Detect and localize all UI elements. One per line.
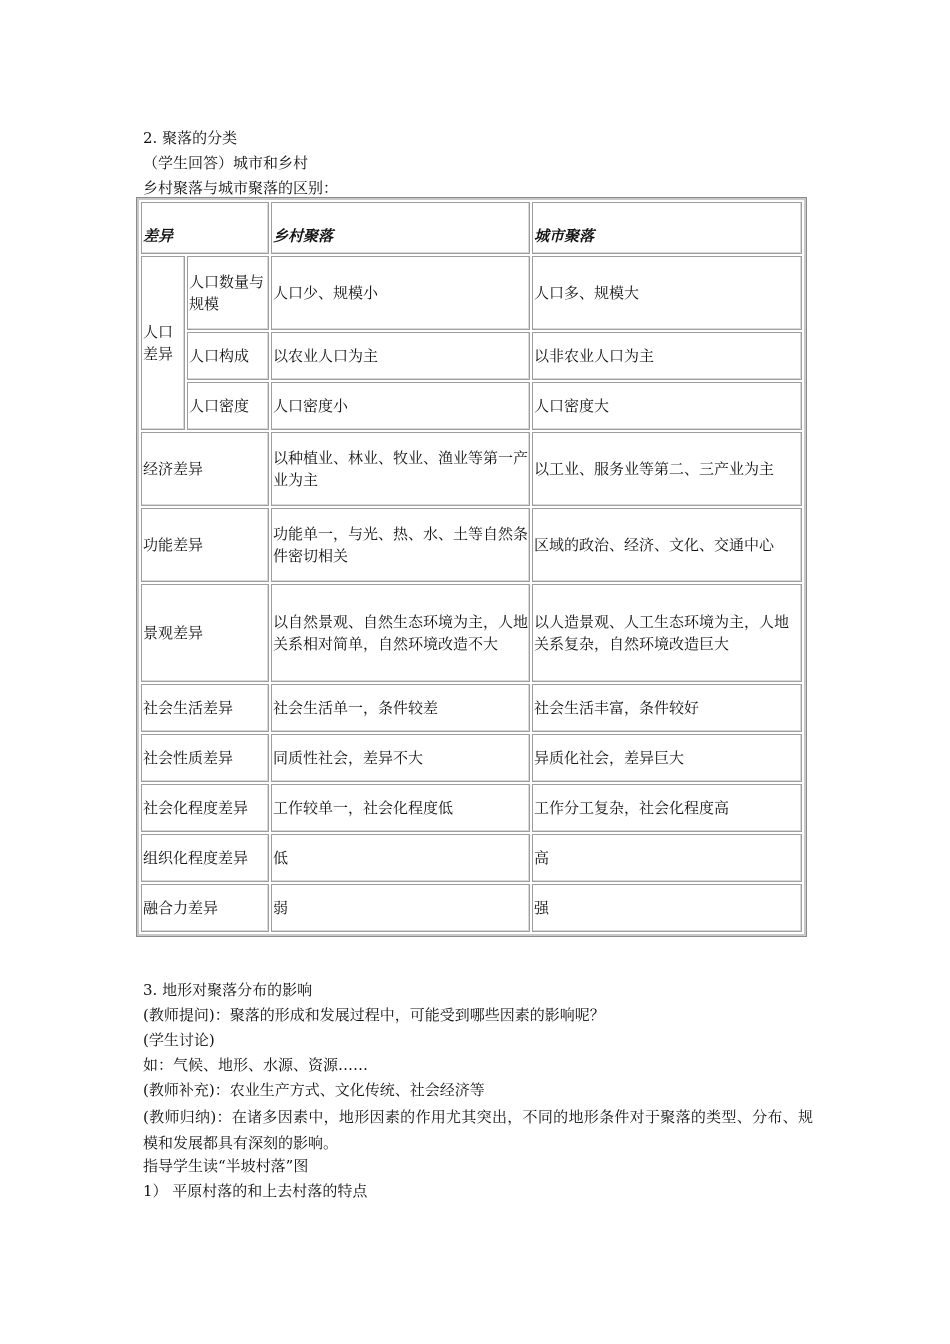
table-row <box>141 508 802 582</box>
row-label: 人口构成 <box>187 332 269 380</box>
row-label: 景观差异 <box>141 584 269 682</box>
urban-cell: 以人造景观、人工生态环境为主，人地关系复杂，自然环境改造巨大 <box>532 584 802 682</box>
urban-cell: 人口多、规模大 <box>532 256 802 330</box>
table-row <box>141 834 802 882</box>
urban-cell: 人口密度大 <box>532 382 802 430</box>
teacher-question: (教师提问)：聚落的形成和发展过程中，可能受到哪些因素的影响呢？ <box>143 1006 605 1024</box>
table-row <box>141 382 802 430</box>
row-label: 组织化程度差异 <box>141 834 269 882</box>
urban-cell: 以工业、服务业等第二、三产业为主 <box>532 432 802 506</box>
table-header-row <box>141 202 802 254</box>
row-label: 经济差异 <box>141 432 269 506</box>
section-heading-terrain: 3. 地形对聚落分布的影响 <box>143 981 313 999</box>
student-answer-line: （学生回答）城市和乡村 <box>143 154 309 172</box>
table-row <box>141 332 802 380</box>
table-row <box>141 432 802 506</box>
population-group-label: 人口差异 <box>141 256 185 430</box>
table-row <box>141 884 802 932</box>
comparison-table <box>137 198 806 936</box>
urban-cell: 强 <box>532 884 802 932</box>
rural-cell: 同质性社会，差异不大 <box>271 734 530 782</box>
urban-cell: 区域的政治、经济、文化、交通中心 <box>532 508 802 582</box>
header-diff: 差异 <box>141 202 269 254</box>
header-urban: 城市聚落 <box>532 202 802 254</box>
rural-cell: 工作较单一，社会化程度低 <box>271 784 530 832</box>
row-label: 人口数量与规模 <box>187 256 269 330</box>
teacher-summary: (教师归纳)：在诸多因素中，地形因素的作用尤其突出，不同的地形条件对于聚落的类型、分布、规模和发展都具有深刻的影响。 <box>143 1108 813 1152</box>
rural-cell: 以种植业、林业、牧业、渔业等第一产业为主 <box>271 432 530 506</box>
table-row <box>141 584 802 682</box>
rural-cell: 功能单一，与光、热、水、土等自然条件密切相关 <box>271 508 530 582</box>
teacher-supplement: (教师补充)：农业生产方式、文化传统、社会经济等 <box>143 1081 485 1099</box>
urban-cell: 异质化社会，差异巨大 <box>532 734 802 782</box>
table-caption: 乡村聚落与城市聚落的区别： <box>143 179 339 197</box>
table-row <box>141 684 802 732</box>
row-label: 社会化程度差异 <box>141 784 269 832</box>
row-label: 人口密度 <box>187 382 269 430</box>
rural-cell: 低 <box>271 834 530 882</box>
urban-cell: 以非农业人口为主 <box>532 332 802 380</box>
rural-cell: 人口密度小 <box>271 382 530 430</box>
row-label: 社会性质差异 <box>141 734 269 782</box>
list-item-1: 1） 平原村落的和上去村落的特点 <box>143 1182 368 1200</box>
urban-cell: 工作分工复杂，社会化程度高 <box>532 784 802 832</box>
table-row <box>141 256 802 330</box>
row-label: 功能差异 <box>141 508 269 582</box>
urban-cell: 社会生活丰富，条件较好 <box>532 684 802 732</box>
row-label: 融合力差异 <box>141 884 269 932</box>
rural-cell: 弱 <box>271 884 530 932</box>
header-rural: 乡村聚落 <box>271 202 530 254</box>
table-row <box>141 734 802 782</box>
urban-cell: 高 <box>532 834 802 882</box>
rural-cell: 社会生活单一，条件较差 <box>271 684 530 732</box>
rural-cell: 以自然景观、自然生态环境为主，人地关系相对简单，自然环境改造不大 <box>271 584 530 682</box>
row-label: 社会生活差异 <box>141 684 269 732</box>
guide-line: 指导学生读“半坡村落”图 <box>143 1157 309 1175</box>
rural-cell: 以农业人口为主 <box>271 332 530 380</box>
examples-line: 如：气候、地形、水源、资源…… <box>143 1056 369 1074</box>
rural-cell: 人口少、规模小 <box>271 256 530 330</box>
table-row <box>141 784 802 832</box>
section-heading-classification: 2. 聚落的分类 <box>143 129 238 147</box>
student-discussion: (学生讨论) <box>143 1031 215 1049</box>
